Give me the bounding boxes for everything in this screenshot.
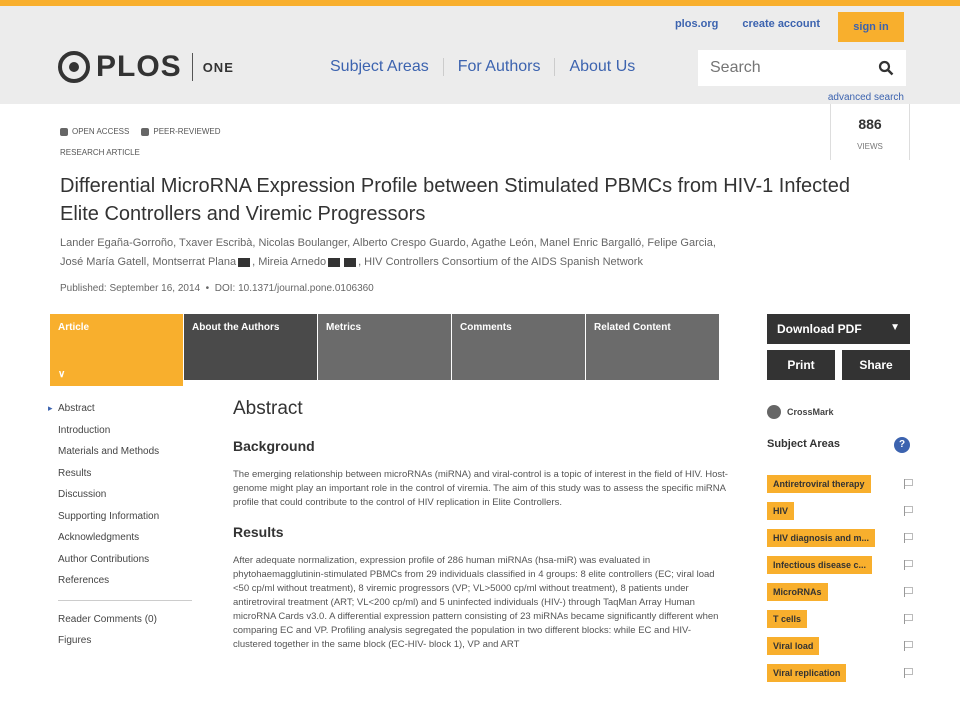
tab-related-content[interactable]: Related Content xyxy=(586,314,720,380)
toc-divider xyxy=(58,600,192,601)
nav-about-us[interactable]: About Us xyxy=(569,58,636,75)
create-account-link[interactable]: create account xyxy=(742,18,820,30)
flag-icon[interactable] xyxy=(904,533,913,543)
authors-line-1[interactable]: Lander Egaña-Gorroño, Txaver Escribà, Nicolas Boulanger, Alberto Crespo Guardo, Agathe León, Manel Enric Bargalló, Felipe Garcia, xyxy=(60,237,716,249)
download-pdf-button[interactable] xyxy=(767,314,910,344)
plos-org-link[interactable]: plos.org xyxy=(674,18,719,30)
subject-tag[interactable]: Viral replication xyxy=(767,664,846,682)
open-access-badge xyxy=(60,127,129,136)
subject-tag[interactable]: HIV xyxy=(767,502,794,520)
site-header xyxy=(0,6,960,104)
subject-tag[interactable]: Antiretroviral therapy xyxy=(767,475,871,493)
chevron-down-icon: ∨ xyxy=(58,369,66,380)
tab-article[interactable] xyxy=(50,314,184,386)
tag-row xyxy=(767,551,917,578)
toc-supporting-information[interactable]: Supporting Information xyxy=(58,510,160,522)
bullet-separator: • xyxy=(202,283,215,294)
article-body xyxy=(233,398,729,666)
toc-author-contributions[interactable]: Author Contributions xyxy=(58,553,150,565)
subject-areas-title: Subject Areas xyxy=(767,438,840,450)
subject-tag[interactable]: HIV diagnosis and m... xyxy=(767,529,875,547)
plos-one-logo[interactable] xyxy=(58,50,234,84)
flag-icon[interactable] xyxy=(904,587,913,597)
tag-row xyxy=(767,632,917,659)
corresponding-author-icon[interactable] xyxy=(344,258,356,267)
email-icon[interactable] xyxy=(238,258,250,267)
toc-abstract[interactable]: ▸ Abstract xyxy=(48,398,198,420)
flag-icon[interactable] xyxy=(904,560,913,570)
toc-materials-methods[interactable]: Materials and Methods xyxy=(58,446,160,457)
table-of-contents xyxy=(48,398,198,652)
nav-subject-areas[interactable]: Subject Areas xyxy=(330,58,444,76)
flag-icon[interactable] xyxy=(904,668,913,678)
background-text: The emerging relationship between microRNAs (miRNA) and viral-control is a topic of interest in the field of HIV. Host-genome might play an important role in the control of viremia. The aim of this study was to assess the specific miRNA profile that could contribute to the control of HIV replication in Elite Controllers. xyxy=(233,469,728,508)
toc-figures[interactable]: Figures xyxy=(58,635,92,646)
toc-acknowledgments[interactable]: Acknowledgments xyxy=(58,532,140,543)
published-date: Published: September 16, 2014 xyxy=(60,283,201,294)
subject-tag[interactable]: Infectious disease c... xyxy=(767,556,872,574)
advanced-search-link[interactable]: advanced search xyxy=(827,92,904,103)
download-pdf-label: Download PDF xyxy=(777,322,862,336)
background-heading: Background xyxy=(233,438,315,454)
peer-reviewed-badge xyxy=(141,127,220,136)
tab-metrics[interactable]: Metrics xyxy=(318,314,452,380)
nav-for-authors[interactable]: For Authors xyxy=(444,58,556,76)
results-heading: Results xyxy=(233,524,284,540)
author-arnedo[interactable]: , Mireia Arnedo xyxy=(252,256,327,268)
tag-row xyxy=(767,497,917,524)
search-input[interactable] xyxy=(708,58,862,78)
share-button[interactable]: Share xyxy=(842,350,910,380)
doi[interactable]: DOI: 10.1371/journal.pone.0106360 xyxy=(214,283,374,294)
article-tabs xyxy=(50,314,720,386)
flag-icon[interactable] xyxy=(904,479,913,489)
tag-row xyxy=(767,524,917,551)
tab-article-label: Article xyxy=(58,322,90,333)
subject-tag[interactable]: MicroRNAs xyxy=(767,583,828,601)
toc-reader-comments[interactable]: Reader Comments (0) xyxy=(58,613,157,625)
caret-down-icon[interactable]: ▼ xyxy=(890,322,900,333)
info-icon[interactable]: ? xyxy=(894,437,910,453)
article-type: RESEARCH ARTICLE xyxy=(60,148,140,157)
tag-row xyxy=(767,578,917,605)
peer-review-icon xyxy=(141,128,149,136)
crossmark-icon xyxy=(767,405,781,419)
author-consortium[interactable]: , HIV Controllers Consortium of the AIDS Spanish Network xyxy=(358,256,643,268)
peer-reviewed-label: PEER-REVIEWED xyxy=(153,127,221,136)
flag-icon[interactable] xyxy=(904,614,913,624)
flag-icon[interactable] xyxy=(904,506,913,516)
search-icon[interactable] xyxy=(878,60,894,76)
toc-results[interactable]: Results xyxy=(58,467,92,479)
flag-icon[interactable] xyxy=(904,641,913,651)
tag-row xyxy=(767,659,917,686)
tab-about-authors[interactable]: About the Authors xyxy=(184,314,318,380)
article-badges xyxy=(60,127,220,136)
abstract-heading: Abstract xyxy=(233,398,303,419)
print-button[interactable]: Print xyxy=(767,350,835,380)
toc-discussion[interactable]: Discussion xyxy=(58,489,107,500)
article-title: Differential MicroRNA Expression Profile between Stimulated PBMCs from HIV-1 Infected Elite Controllers and Viremic Progressors xyxy=(60,175,850,225)
crossmark-label: CrossMark xyxy=(787,407,834,417)
author-gatell-plana[interactable]: José María Gatell, Montserrat Plana xyxy=(60,256,237,268)
subject-area-tags xyxy=(767,470,917,686)
author-list xyxy=(60,234,800,272)
sign-in-button[interactable]: sign in xyxy=(838,12,904,42)
toc-references[interactable]: References xyxy=(58,575,110,586)
logo-divider xyxy=(192,53,193,81)
tab-comments[interactable]: Comments xyxy=(452,314,586,380)
subject-tag[interactable]: T cells xyxy=(767,610,807,628)
tag-row xyxy=(767,470,917,497)
main-nav xyxy=(330,58,649,76)
authors-line-2 xyxy=(60,253,800,272)
email-icon[interactable] xyxy=(328,258,340,267)
results-text: After adequate normalization, expression profile of 286 human miRNAs (hsa-miR) was evaluated in phytohaemagglutinin-stimulated PBMCs from 29 individuals classified in 4 groups: 8 elite controllers (EC; viral load <50 cp/ml without treatment), 8 viremic progressors (VP; VL>5000 cp/ml without treatment), 8 patients under antiretroviral treatment (ART; VL<200 cp/ml) and 5 uninfected individuals (HIV-) through TaqMan Array Human microRNA Cards v3.0. A differential expression pattern consisting of 23 miRNAs became significantly different when comparing EC and VP. Profiling analysis segregated the population in two different blocks: while EC and HIV- clustered together in the same block (EC-HIV- block 1), VP and ART xyxy=(233,555,719,650)
logo-subtext: ONE xyxy=(202,59,234,75)
plos-logo-icon xyxy=(58,51,90,83)
toc-introduction[interactable]: Introduction xyxy=(58,424,111,436)
views-count: 886 xyxy=(858,116,882,132)
lock-open-icon xyxy=(60,128,68,136)
crossmark-badge[interactable] xyxy=(767,405,834,419)
tag-row xyxy=(767,605,917,632)
logo-text: PLOS xyxy=(96,50,182,83)
top-links xyxy=(651,18,820,30)
views-counter[interactable] xyxy=(830,104,910,160)
open-access-label: OPEN ACCESS xyxy=(72,127,130,136)
subject-tag[interactable]: Viral load xyxy=(767,637,819,655)
views-label: VIEWS xyxy=(857,142,883,151)
search-box xyxy=(698,50,906,86)
publication-info xyxy=(60,283,374,294)
